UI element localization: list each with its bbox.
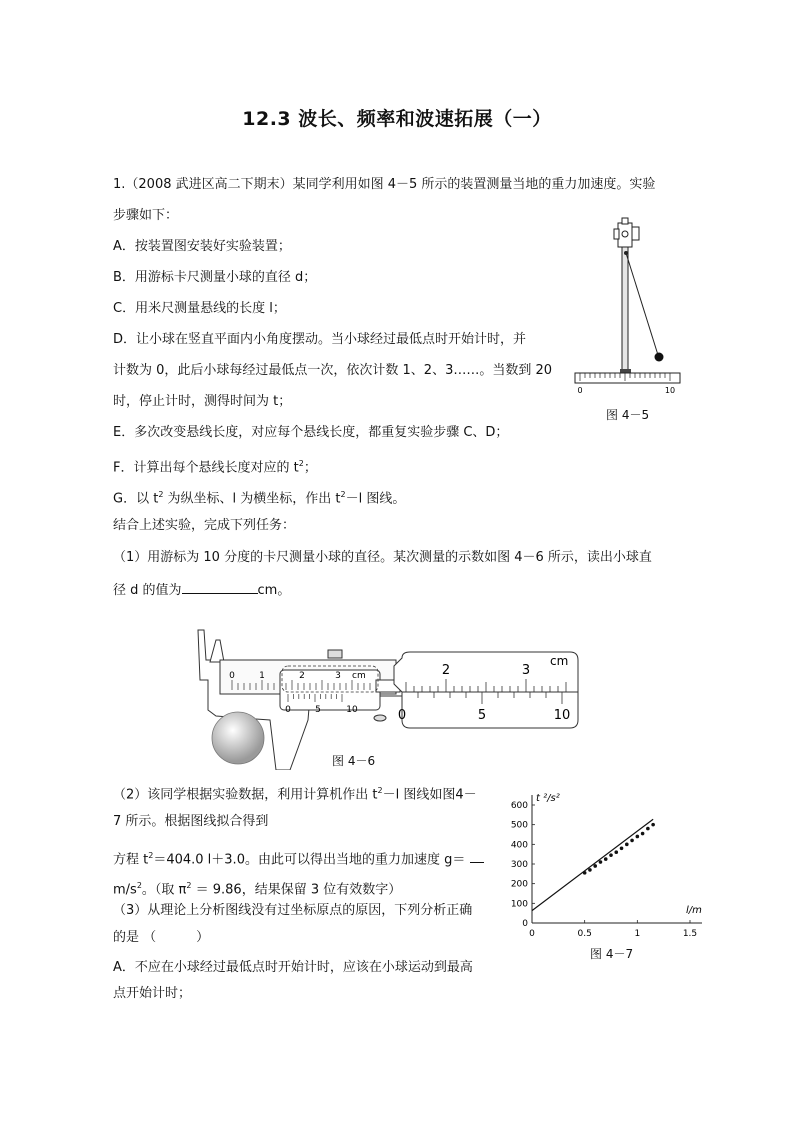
vernier-label-0: 0 [285,705,291,715]
chart-axes [511,795,702,939]
chart-data-point [599,860,603,864]
chart-data-point [651,823,655,827]
chart-data-point [614,850,618,854]
figure-4-5-caption: 图 4－5 [606,408,650,422]
option-a-line2: 点开始计时； [113,986,192,1001]
q1-sub3-line2: 的是 （ ） [113,930,210,945]
clamp-side-left [614,229,619,239]
lock-screw [374,715,386,721]
chart-data-point [625,843,629,847]
chart-x-axis-label: l/m [686,905,702,916]
chart-y-tick-label: 300 [510,860,528,870]
chart-y-tick-label: 100 [510,899,528,910]
q1-step-g: G．以 $t^2$ 为纵坐标、l 为横坐标，作出 $t^2-l$ 图线。 [113,490,406,507]
clamp-knob [622,231,628,237]
chart-fit-line-path [532,819,653,910]
figure-4-7-caption: 图 4－7 [590,947,634,961]
q1-sub2-line1: （2）该同学根据实验数据，利用计算机作出 $t^2-l$ 图线如图4－ [113,786,477,803]
chart-points [583,823,655,875]
ruler-label-0: 0 [577,386,583,395]
chart-data-point [630,839,634,843]
chart-data-point [620,846,624,850]
q1-step-a: A．按装置图安装好实验装置； [113,239,291,254]
q1-intro-line2: 步骤如下： [113,208,179,223]
figure-4-7-chart [500,785,715,945]
vernier-label-10: 10 [346,705,358,715]
zoom-main-unit: cm [550,654,569,668]
q1-step-f: F．计算出每个悬线长度对应的 $t^2$； [113,459,317,476]
q1-step-e: E．多次改变悬线长度，对应每个悬线长度，都重复实验步骤 C、D； [113,425,509,440]
chart-y-tick-label: 500 [510,820,528,831]
zoom-main-label-3: 3 [521,663,531,678]
meter-ruler [575,373,680,383]
caliper-upper-jaw [210,640,224,662]
chart-data-point [636,835,640,839]
measured-ball [212,712,264,764]
chart-y-tick-label: 400 [510,840,528,851]
figure-4-6-caption: 图 4－6 [332,754,376,768]
chart-x-tick-label: 1.5 [682,929,698,939]
chart-x-tick-label: 0.5 [577,929,592,939]
stand-pole [622,247,628,373]
main-scale-unit: cm [352,671,366,681]
q1-sub2-line4: $m/s^2$。（取 $\pi^2 = 9.86$，结果保留 3 位有效数字） [113,881,402,898]
q1-step-d-line2: 计数为 0，此后小球每经过最低点一次，依次计数 1、2、3……。当数到 20 [113,363,553,378]
chart-data-point [646,827,650,831]
answer-blank-d[interactable] [182,580,258,594]
figure-4-5-pendulum [570,215,690,395]
page-title: 12.3 波长、频率和波速拓展（一） [242,108,552,130]
zoom-vernier-label-10: 10 [553,708,571,723]
main-scale-label-0: 0 [229,671,235,681]
chart-data-point [609,853,613,857]
clamp-screw [622,218,628,224]
thumb-screw [328,650,342,658]
q1-sub2-line2: 7 所示。根据图线拟合得到 [113,814,269,829]
chart-x-tick-label: 0 [529,929,535,939]
q1-task: 结合上述实验，完成下列任务： [113,518,296,533]
q1-intro-line1: 1.（2008 武进区高二下期末）某同学利用如图 4－5 所示的装置测量当地的重力加速度。实验 [113,177,656,192]
q1-sub2-line3: 方程 $t^2=404.0$ l＋3.0。由此可以得出当地的重力加速度 g＝ [113,847,484,869]
chart-y-tick-label: 600 [510,801,528,811]
option-a-line1: A．不应在小球经过最低点时开始计时，应该在小球运动到最高 [113,960,473,975]
pendulum-string [626,253,658,355]
chart-data-point [583,871,587,875]
chart-data-point [588,868,592,872]
main-scale-label-1: 1 [259,671,265,681]
zoom-main-label-2: 2 [441,663,451,678]
q1-step-c: C．用米尺测量悬线的长度 l； [113,301,286,316]
main-scale-label-3: 3 [335,671,341,681]
chart-fit-line [532,819,653,910]
clamp-side-right [632,227,639,240]
chart-y-tick-label: 0 [522,919,528,929]
zoom-vernier-label-5: 5 [477,708,487,723]
chart-data-point [593,864,597,868]
vernier-label-5: 5 [315,705,321,715]
q1-sub3-line1: （3）从理论上分析图线没有过坐标原点的原因，下列分析正确 [113,903,473,918]
q1-sub1-line1: （1）用游标为 10 分度的卡尺测量小球的直径。某次测量的示数如图 4－6 所示，读出小球直 [113,550,652,565]
chart-y-tick-label: 200 [510,879,528,890]
q1-step-d-line1: D．让小球在竖直平面内小角度摆动。当小球经过最低点时开始计时，并 [113,332,527,347]
q1-sub1-line2: 径 d 的值为 cm。 [113,580,290,600]
chart-data-point [641,832,645,836]
main-scale-label-2: 2 [299,671,305,681]
chart-x-tick-label: 1 [634,929,641,939]
zoom-vernier-label-0: 0 [397,708,407,723]
q1-step-d-line3: 时，停止计时，测得时间为 t； [113,394,292,409]
chart-data-point [604,857,608,861]
pendulum-bob [655,353,664,362]
q1-step-b: B．用游标卡尺测量小球的直径 d； [113,270,317,285]
chart-y-axis-label: t ²/s² [536,793,560,804]
figure-4-6-caliper [180,620,580,770]
ruler-label-10: 10 [664,386,676,395]
answer-blank-g[interactable] [470,849,484,863]
